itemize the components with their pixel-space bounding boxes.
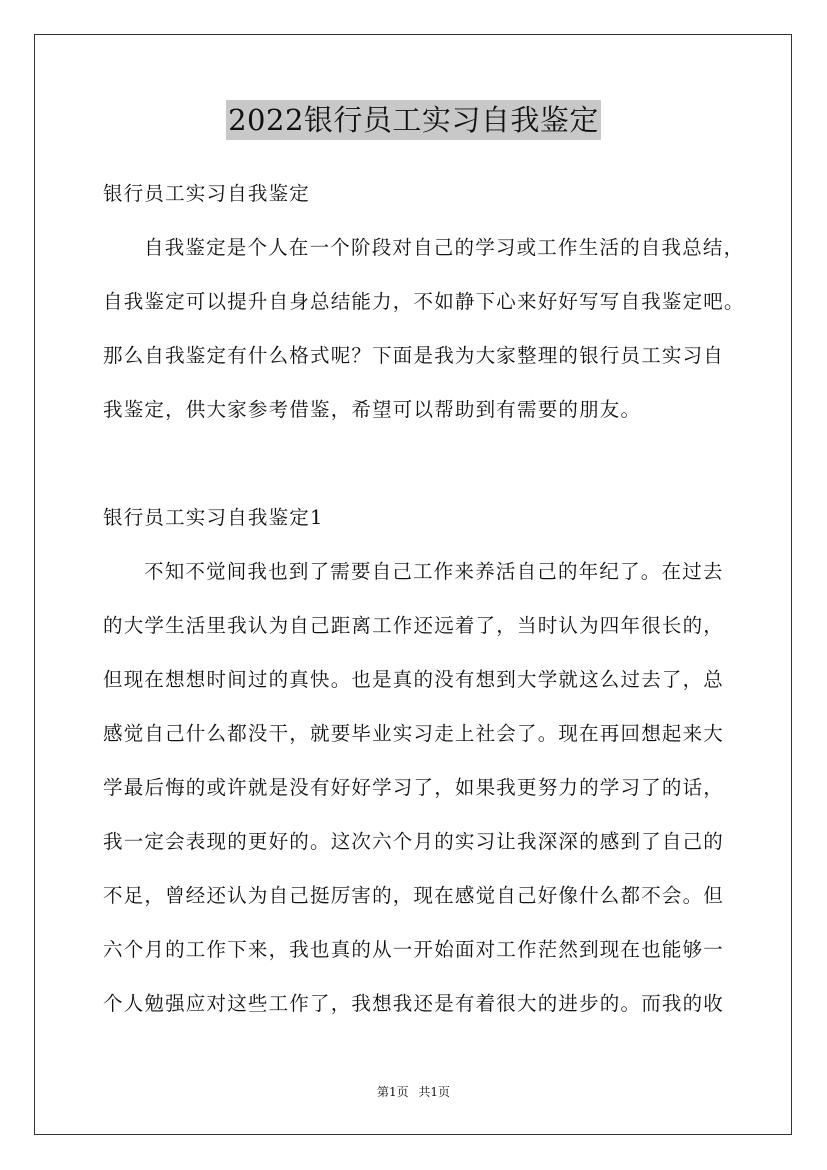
document-body bbox=[103, 176, 743, 1040]
intro-line: 我鉴定，供大家参考借鉴，希望可以帮助到有需要的朋友。 bbox=[103, 398, 642, 421]
document-title: 2022银行员工实习自我鉴定 bbox=[226, 100, 601, 140]
body-line: 我一定会表现的更好的。这次六个月的实习让我深深的感到了自己的 bbox=[103, 830, 725, 853]
body-line: 不足，曾经还认为自己挺厉害的，现在感觉自己好像什么都不会。但 bbox=[103, 884, 725, 907]
body-line: 但现在想想时间过的真快。也是真的没有想到大学就这么过去了，总 bbox=[103, 668, 725, 691]
body-line: 学最后悔的或许就是没有好好学习了，如果我更努力的学习了的话， bbox=[103, 776, 725, 799]
body-line: 个人勉强应对这些工作了，我想我还是有着很大的进步的。而我的收 bbox=[103, 992, 725, 1015]
page-total: 共1页 bbox=[418, 1085, 451, 1099]
paragraph-gap bbox=[103, 446, 743, 500]
body-line: 感觉自己什么都没干，就要毕业实习走上社会了。现在再回想起来大 bbox=[103, 722, 725, 745]
body-line: 六个月的工作下来，我也真的从一开始面对工作茫然到现在也能够一 bbox=[103, 938, 725, 961]
section-heading: 银行员工实习自我鉴定1 bbox=[103, 506, 324, 529]
page-number: 第1页 bbox=[376, 1085, 409, 1099]
body-line: 的大学生活里我认为自己距离工作还远着了，当时认为四年很长的， bbox=[103, 614, 725, 637]
intro-line: 自我鉴定可以提升自身总结能力，不如静下心来好好写写自我鉴定吧。 bbox=[103, 290, 745, 313]
body-line: 不知不觉间我也到了需要自己工作来养活自己的年纪了。在过去 bbox=[144, 560, 724, 583]
page-footer bbox=[0, 1082, 827, 1102]
subtitle: 银行员工实习自我鉴定 bbox=[103, 182, 311, 205]
intro-line: 那么自我鉴定有什么格式呢？下面是我为大家整理的银行员工实习自 bbox=[103, 344, 725, 367]
intro-line: 自我鉴定是个人在一个阶段对自己的学习或工作生活的自我总结， bbox=[144, 236, 745, 259]
title-container bbox=[0, 100, 827, 140]
